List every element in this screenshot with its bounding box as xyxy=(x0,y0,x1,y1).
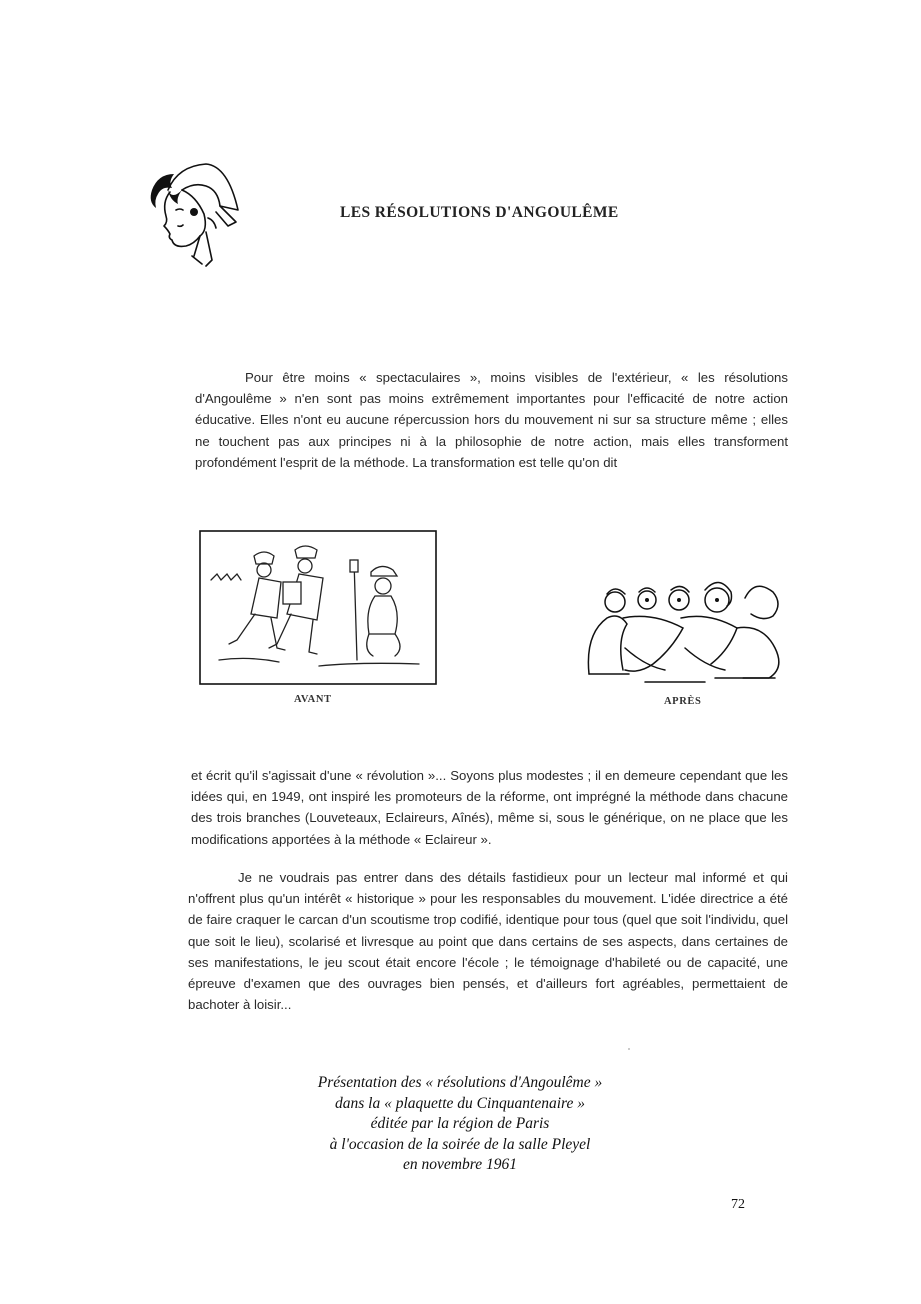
caption-line-4: à l'occasion de la soirée de la salle Pleyel xyxy=(329,1135,591,1153)
caption-line-2: dans la « plaquette du Cinquantenaire » xyxy=(335,1094,585,1112)
page-title: LES RÉSOLUTIONS D'ANGOULÊME xyxy=(340,204,619,221)
caption-line-5: en novembre 1961 xyxy=(403,1156,517,1173)
avant-label: AVANT xyxy=(294,694,332,705)
caption xyxy=(260,1073,660,1176)
caption-line-1: Présentation des « résolutions d'Angoulême » xyxy=(317,1074,603,1091)
apres-label: APRÈS xyxy=(664,696,702,707)
paragraph-revolution: et écrit qu'il s'agissait d'une « révolution »... Soyons plus modestes ; il en demeure cependant que les idées qui, en 1949, ont inspiré les promoteurs de la réforme, ont imprégné la méthode dans chacune des trois branches (Louveteaux, Eclaireurs, Aînés), même si, sous le générique, on ne place que les modifications apportées à la méthode « Eclaireur ». xyxy=(191,768,788,847)
paragraph-details: Je ne voudrais pas entrer dans des détails fastidieux pour un lecteur mal informé et qui n'offrent plus qu'un intérêt « historique » pour les responsables du mouvement. L'idée directrice a été de faire craquer le carcan d'un scoutisme trop codifié, identique pour tous (quel que soit l'individu, quel que soit le lieu), scolarisé et livresque au point que dans certains de ses aspects, dans certaines de ses manifestations, le jeu scout était encore l'école ; le témoignage d'habileté ou de capacité, une épreuve d'examen que des ouvrages bien pensés, et d'ailleurs fort agréables, permettaient de bachoter à loisir... xyxy=(188,870,788,1013)
caption-line-3: éditée par la région de Paris xyxy=(370,1115,550,1132)
apres-illustration xyxy=(585,578,785,688)
paragraph-intro: Pour être moins « spectaculaires », moins visibles de l'extérieur, « les résolutions d'Angoulême » n'en sont pas moins extrêmement importantes pour l'efficacité de notre action éducative. Elles n'ont eu aucune répercussion hors du mouvement ni sur sa structure même ; elles ne touchent pas aux principes ni à la philosophie de notre action, mais elles transforment profondément l'esprit de la méthode. La transformation est telle qu'on dit xyxy=(195,370,788,470)
girl-headscarf-illustration xyxy=(148,160,240,270)
page-number: 72 xyxy=(731,1197,745,1212)
scan-speck xyxy=(628,1048,630,1050)
avant-illustration xyxy=(199,530,437,685)
